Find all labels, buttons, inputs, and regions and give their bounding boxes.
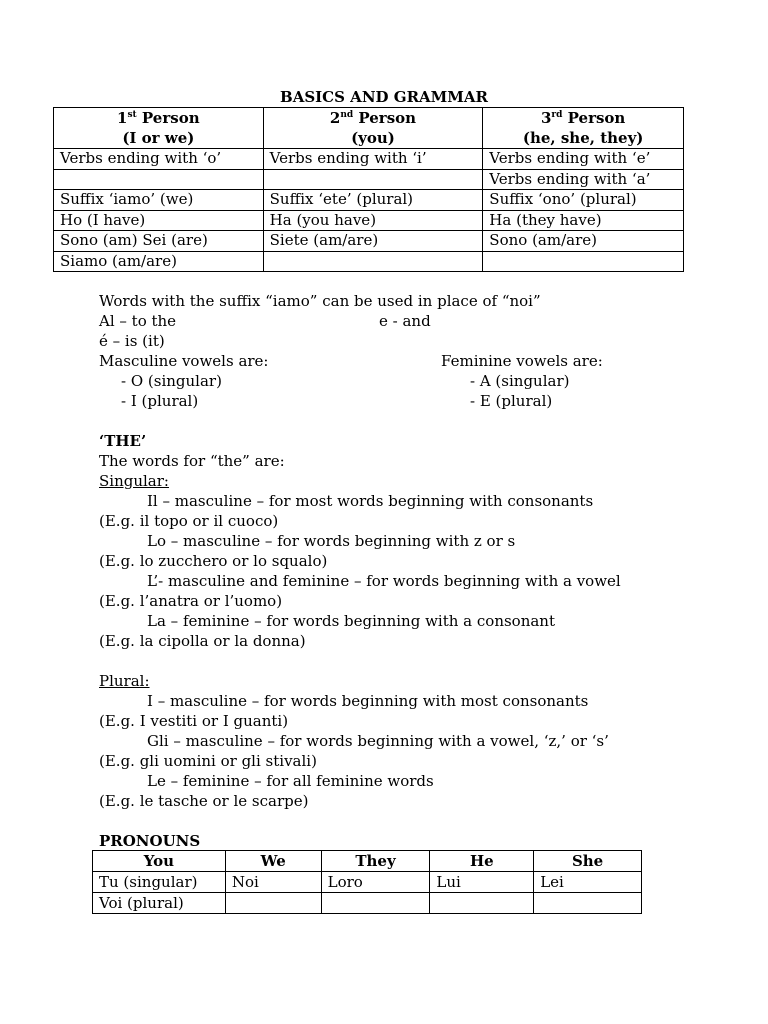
plural-example-le: (E.g. le tasche or le scarpe) <box>99 792 309 810</box>
table-row <box>54 149 684 170</box>
plural-example-i: (E.g. I vestiti or I guanti) <box>99 712 289 730</box>
article-al-line <box>99 311 739 331</box>
plural-rule-i: I – masculine – for words beginning with most consonants <box>147 692 589 710</box>
grammar-table <box>53 107 684 272</box>
header-first-person: 1st Person (I or we) <box>54 108 264 149</box>
singular-rule-il: Il – masculine – for most words beginning with consonants <box>147 492 594 510</box>
the-intro: The words for “the” are: <box>99 452 285 470</box>
table-cell: Loro <box>321 872 430 893</box>
table-cell: Suffix ‘ono’ (plural) <box>483 190 684 211</box>
table-cell: Tu (singular) <box>93 872 226 893</box>
table-cell: Ho (I have) <box>54 210 264 231</box>
header-second-person: 2nd Person (you) <box>263 108 483 149</box>
table-cell <box>483 251 684 272</box>
table-cell: Siamo (am/are) <box>54 251 264 272</box>
pronoun-header-cell: She <box>534 851 642 872</box>
feminine-vowel-plural: - E (plural) <box>470 392 553 410</box>
e-and-note: e - and <box>379 312 431 330</box>
pronouns-heading: PRONOUNS <box>99 832 201 850</box>
table-cell: Noi <box>225 872 321 893</box>
masculine-vowel-plural: - I (plural) <box>121 392 199 410</box>
grammar-header-row <box>54 108 684 149</box>
feminine-vowel-singular: - A (singular) <box>470 372 570 390</box>
singular-example-l: (E.g. l’anatra or l’uomo) <box>99 592 283 610</box>
plural-rule-gli: Gli – masculine – for words beginning with a vowel, ‘z,’ or ‘s’ <box>147 732 609 750</box>
pronoun-header-row <box>93 851 642 872</box>
table-cell: Voi (plural) <box>93 893 226 914</box>
header-third-person: 3rd Person (he, she, they) <box>483 108 684 149</box>
table-row <box>54 169 684 190</box>
table-cell: Suffix ‘iamo’ (we) <box>54 190 264 211</box>
table-cell: Ha (you have) <box>263 210 483 231</box>
table-cell <box>321 893 430 914</box>
table-cell <box>430 893 534 914</box>
singular-example-la: (E.g. la cipolla or la donna) <box>99 632 306 650</box>
al-note: Al – to the <box>99 312 177 330</box>
singular-rule-l: L’- masculine and feminine – for words beginning with a vowel <box>147 572 621 590</box>
pronoun-header-cell: They <box>321 851 430 872</box>
plural-rule-le: Le – feminine – for all feminine words <box>147 772 434 790</box>
the-heading: ‘THE’ <box>99 432 147 450</box>
notes-body <box>99 291 739 851</box>
singular-rule-la: La – feminine – for words beginning with a consonant <box>147 612 555 630</box>
table-cell: Verbs ending with ‘a’ <box>483 169 684 190</box>
table-cell: Verbs ending with ‘o’ <box>54 149 264 170</box>
masculine-vowels-title: Masculine vowels are: <box>99 352 269 370</box>
plural-label: Plural: <box>99 672 150 690</box>
table-cell <box>225 893 321 914</box>
vowels-line-2 <box>99 391 739 411</box>
table-cell <box>263 169 483 190</box>
table-cell: Lei <box>534 872 642 893</box>
table-cell: Verbs ending with ‘i’ <box>263 149 483 170</box>
table-cell <box>263 251 483 272</box>
table-cell: Sono (am/are) <box>483 231 684 252</box>
pronoun-header-cell: He <box>430 851 534 872</box>
pronoun-table <box>92 850 642 914</box>
table-cell: Lui <box>430 872 534 893</box>
vowels-line-1 <box>99 371 739 391</box>
table-cell <box>534 893 642 914</box>
singular-example-lo: (E.g. lo zucchero or lo squalo) <box>99 552 328 570</box>
masculine-vowel-singular: - O (singular) <box>121 372 222 390</box>
plural-example-gli: (E.g. gli uomini or gli stivali) <box>99 752 317 770</box>
table-row <box>93 893 642 914</box>
pronoun-header-cell: You <box>93 851 226 872</box>
pronoun-header-cell: We <box>225 851 321 872</box>
singular-rule-lo: Lo – masculine – for words beginning with z or s <box>147 532 516 550</box>
table-cell: Suffix ‘ete’ (plural) <box>263 190 483 211</box>
table-cell: Sono (am) Sei (are) <box>54 231 264 252</box>
page-title: BASICS AND GRAMMAR <box>280 88 488 106</box>
feminine-vowels-title: Feminine vowels are: <box>441 352 603 370</box>
table-row <box>54 231 684 252</box>
table-cell: Ha (they have) <box>483 210 684 231</box>
table-cell: Verbs ending with ‘e’ <box>483 149 684 170</box>
suffix-note: Words with the suffix “iamo” can be used in place of “noi” <box>99 292 541 310</box>
table-row <box>54 251 684 272</box>
table-row <box>54 190 684 211</box>
table-cell: Siete (am/are) <box>263 231 483 252</box>
singular-example-il: (E.g. il topo or il cuoco) <box>99 512 279 530</box>
vowels-title-line <box>99 351 739 371</box>
table-row <box>93 872 642 893</box>
table-row <box>54 210 684 231</box>
table-cell <box>54 169 264 190</box>
e-is-note: é – is (it) <box>99 332 165 350</box>
singular-label: Singular: <box>99 472 169 490</box>
